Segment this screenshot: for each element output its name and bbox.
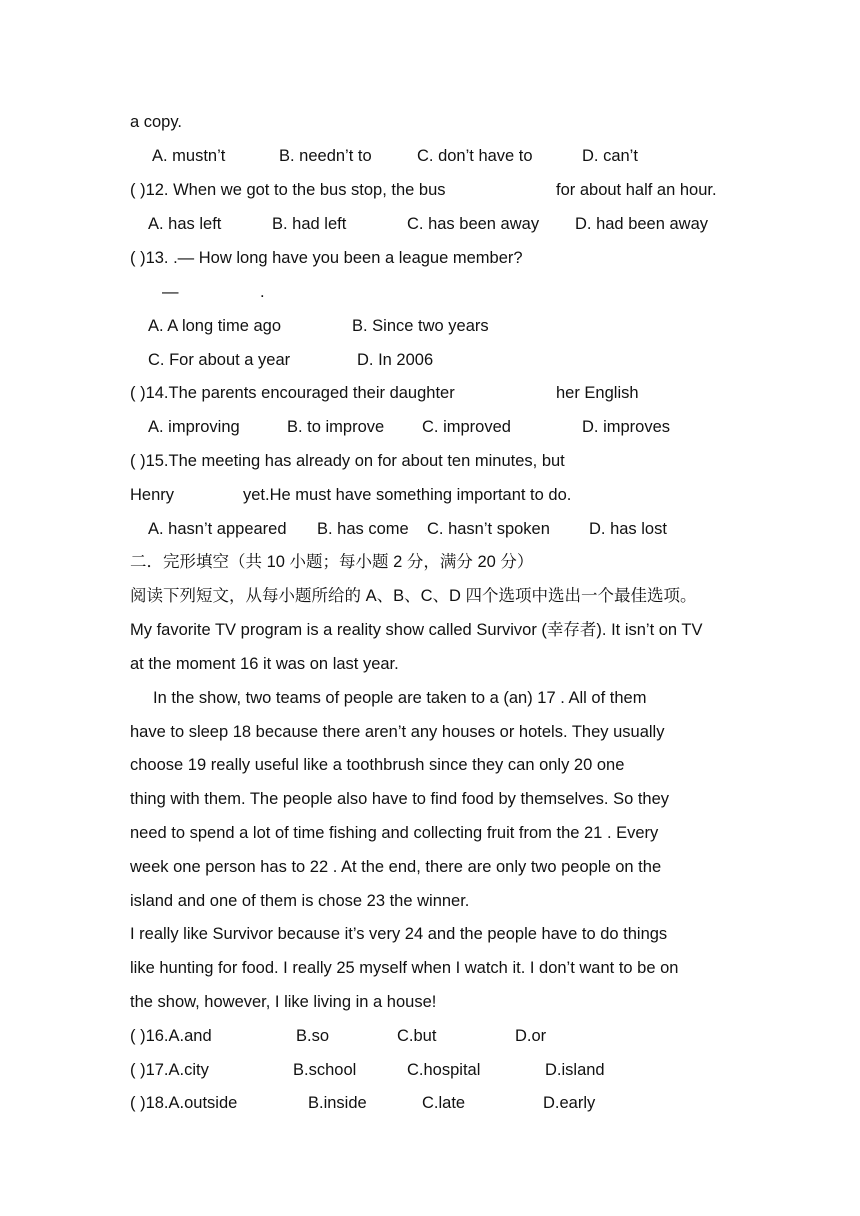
option-b: B. had left	[272, 215, 347, 233]
section-heading: 二．完形填空（共 10 小题；每小题 2 分，满分 20 分）	[130, 553, 534, 571]
question-16-stem: ( )16.A.and	[130, 1027, 212, 1045]
passage-line: week one person has to 22 . At the end, there are only two people on the	[130, 858, 662, 876]
question-12-stem: ( )12. When we got to the bus stop, the bus	[130, 181, 446, 199]
passage-line: have to sleep 18 because there aren’t any houses or hotels. They usually	[130, 723, 665, 741]
question-17-stem: ( )17.A.city	[130, 1061, 209, 1079]
option-a: A. mustn’t	[152, 147, 226, 165]
question-15-stem-2: Henry	[130, 486, 175, 504]
question-15-stem-2-end: yet.He must have something important to do.	[243, 486, 572, 504]
option-b: B. Since two years	[352, 317, 489, 335]
passage-line: like hunting for food. I really 25 myself when I watch it. I don’t want to be on	[130, 959, 679, 977]
passage-line: thing with them. The people also have to find food by themselves. So they	[130, 790, 670, 808]
question-18-stem: ( )18.A.outside	[130, 1094, 238, 1112]
option-a: A. hasn’t appeared	[148, 520, 287, 538]
option-d: D. improves	[582, 418, 671, 436]
question-14-stem-end: her English	[556, 384, 639, 402]
option-c: C. don’t have to	[417, 147, 533, 165]
option-c: C. For about a year	[148, 351, 291, 369]
passage-line: choose 19 really useful like a toothbrush since they can only 20 one	[130, 756, 625, 774]
text-line: a copy.	[130, 113, 182, 131]
passage-line: island and one of them is chose 23 the winner.	[130, 892, 470, 910]
passage-line: need to spend a lot of time fishing and collecting fruit from the 21 . Every	[130, 824, 659, 842]
option-d: D. can’t	[582, 147, 638, 165]
option-d: D. In 2006	[357, 351, 434, 369]
option-b: B. to improve	[287, 418, 385, 436]
question-14-stem: ( )14.The parents encouraged their daughter	[130, 384, 455, 402]
option-c: C.but	[397, 1027, 437, 1045]
option-d: D.or	[515, 1027, 547, 1045]
section-instructions: 阅读下列短文，从每小题所给的 A、B、C、D 四个选项中选出一个最佳选项。	[130, 587, 697, 605]
option-d: D. has lost	[589, 520, 667, 538]
passage-line: I really like Survivor because it’s very 24 and the people have to do things	[130, 925, 668, 943]
answer-period: .	[260, 283, 265, 301]
question-12-stem-end: for about half an hour.	[556, 181, 717, 199]
passage-line: the show, however, I like living in a house!	[130, 993, 437, 1011]
option-c: C. hasn’t spoken	[427, 520, 550, 538]
option-b: B.inside	[308, 1094, 367, 1112]
passage-line: My favorite TV program is a reality show called Survivor (幸存者). It isn’t on TV	[130, 621, 703, 639]
option-b: B.so	[296, 1027, 330, 1045]
option-c: C.late	[422, 1094, 466, 1112]
option-c: C.hospital	[407, 1061, 481, 1079]
answer-dash: —	[162, 283, 179, 301]
option-d: D. had been away	[575, 215, 709, 233]
option-d: D.early	[543, 1094, 596, 1112]
passage-line: In the show, two teams of people are taken to a (an) 17 . All of them	[153, 689, 647, 707]
option-a: A. has left	[148, 215, 222, 233]
option-b: B. has come	[317, 520, 409, 538]
question-15-stem: ( )15.The meeting has already on for about ten minutes, but	[130, 452, 565, 470]
option-c: C. improved	[422, 418, 511, 436]
option-d: D.island	[545, 1061, 605, 1079]
option-b: B.school	[293, 1061, 357, 1079]
option-a: A. improving	[148, 418, 240, 436]
option-c: C. has been away	[407, 215, 540, 233]
passage-line: at the moment 16 it was on last year.	[130, 655, 399, 673]
question-13-stem: ( )13. .— How long have you been a league member?	[130, 249, 523, 267]
option-a: A. A long time ago	[148, 317, 282, 335]
option-b: B. needn’t to	[279, 147, 372, 165]
